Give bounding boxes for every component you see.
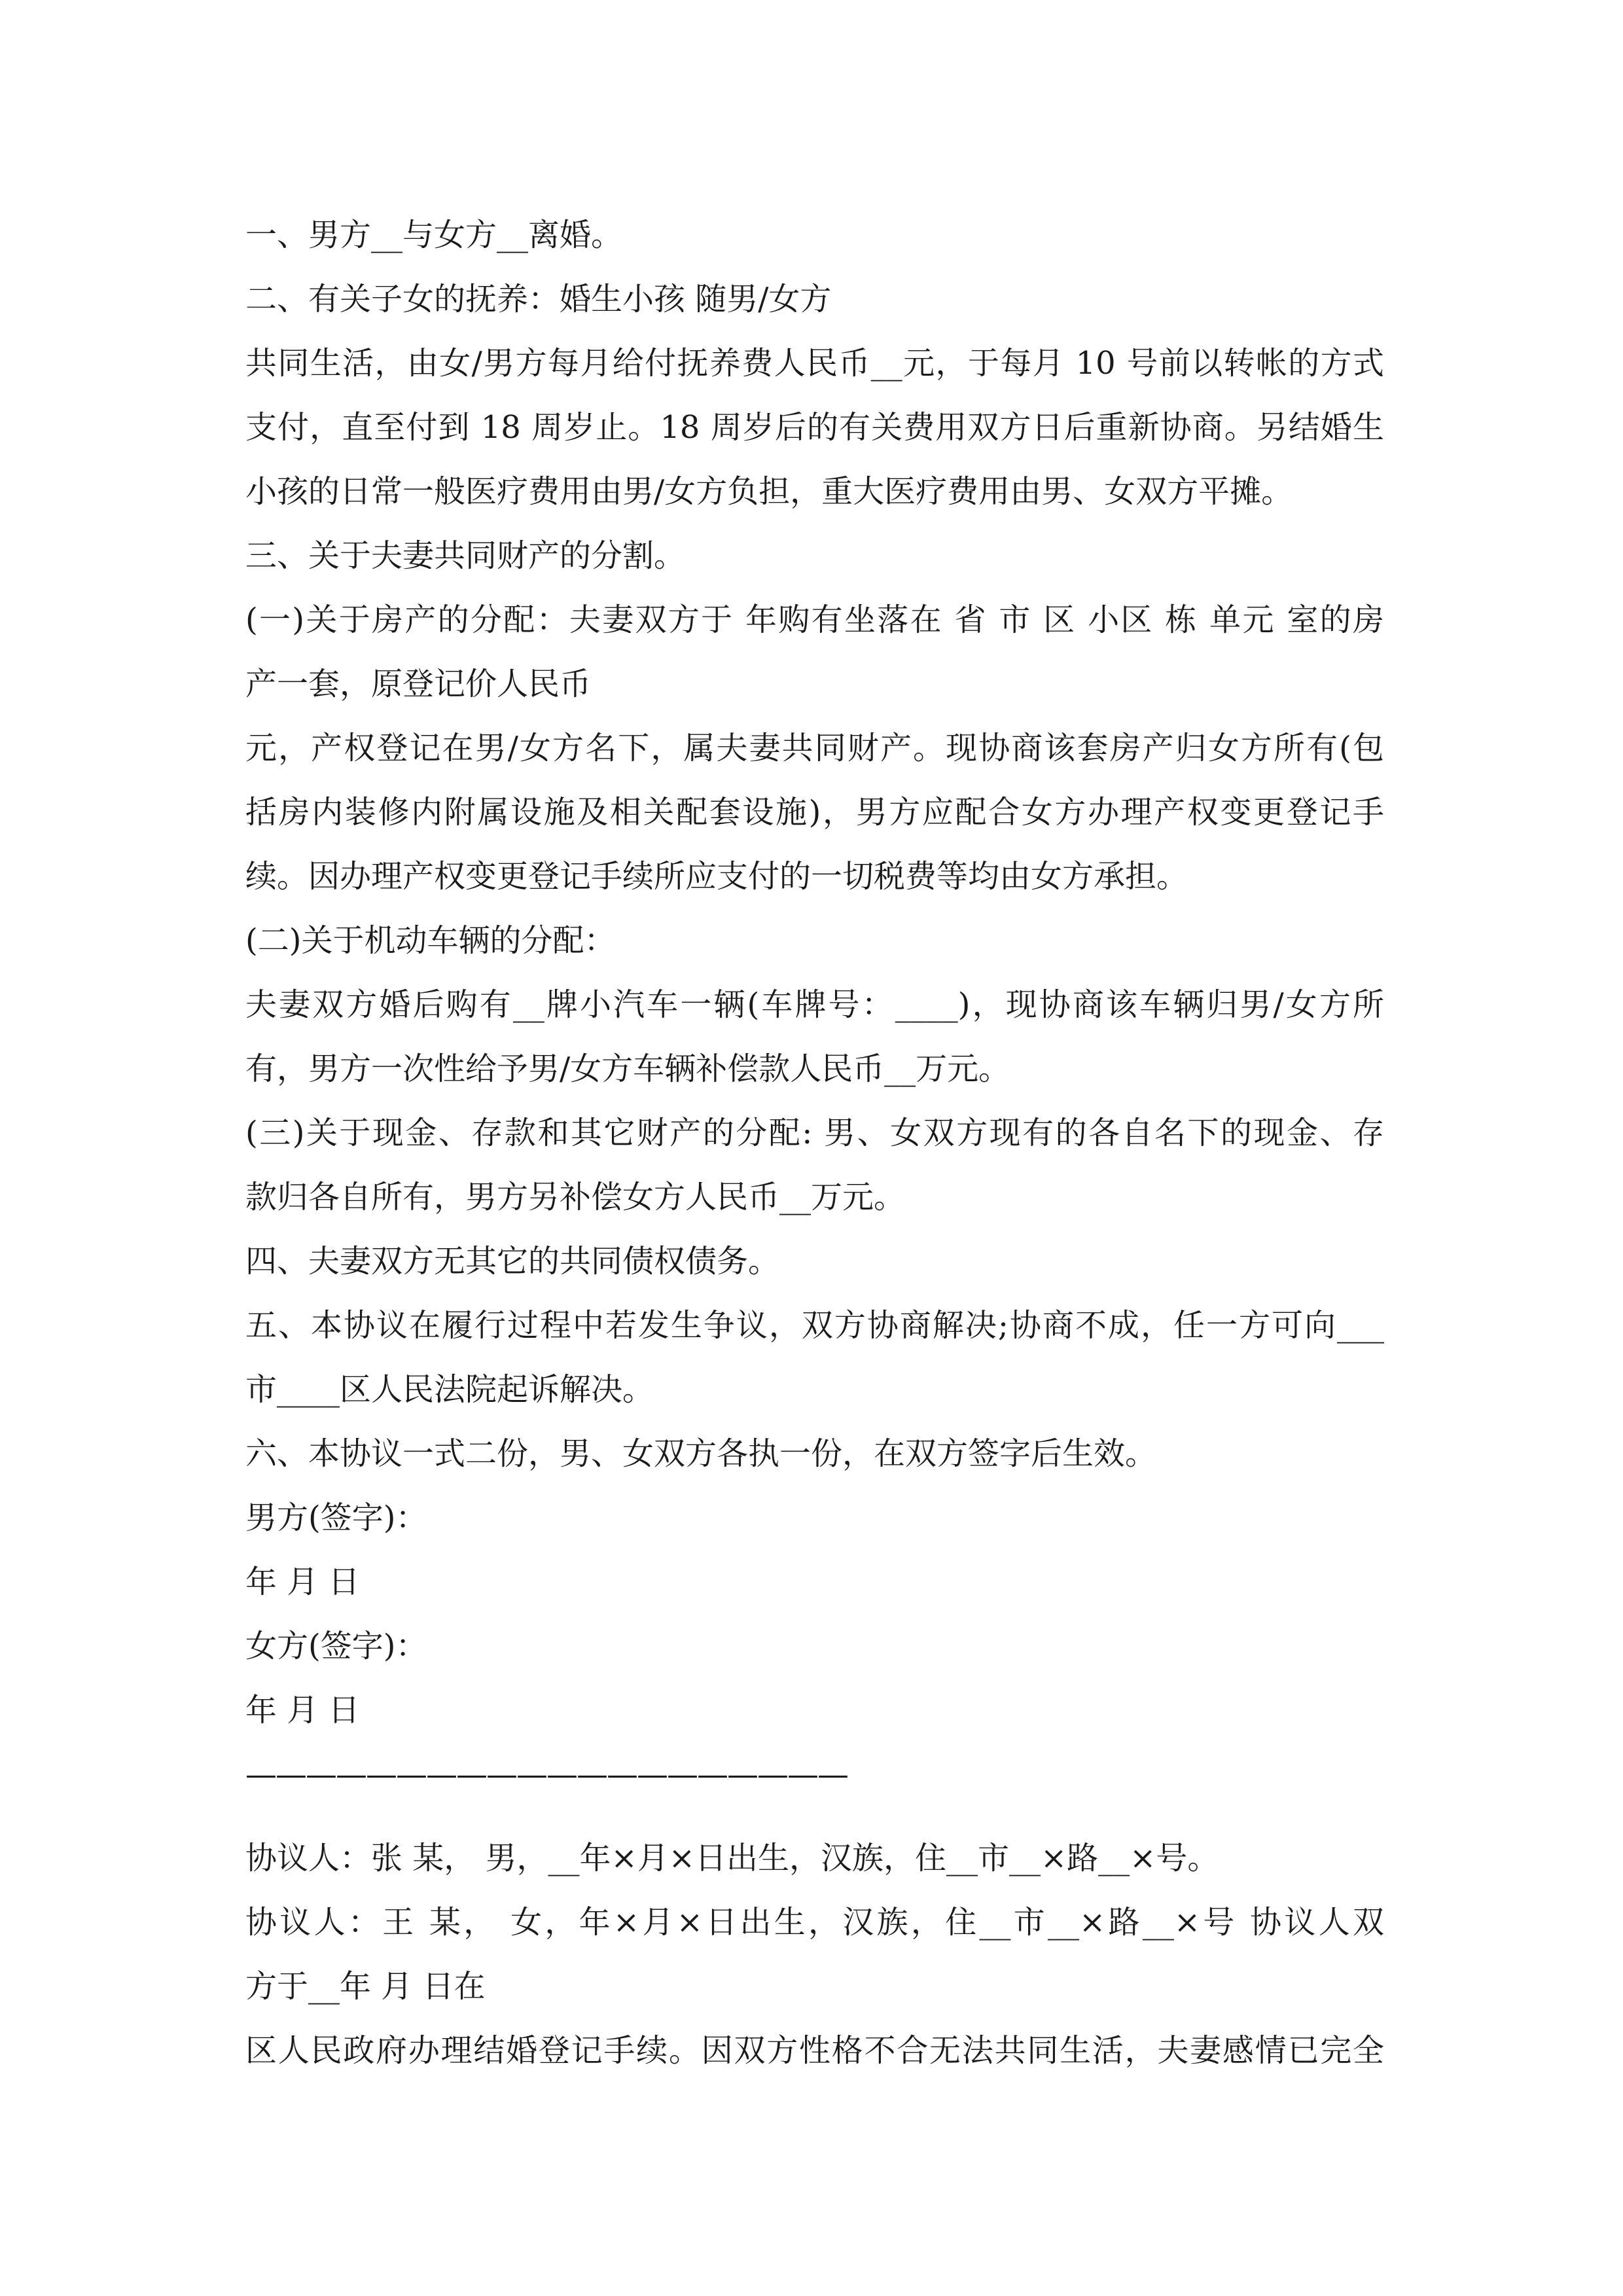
paragraph-line: 方于__年 月 日在 — [245, 1968, 486, 2005]
clause-3-heading: 三、关于夫妻共同财产的分割。 — [245, 537, 686, 574]
paragraph-line: 小孩的日常一般医疗费用由男/女方负担，重大医疗费用由男、女双方平摊。 — [245, 473, 1293, 510]
paragraph-line: 续。因办理产权变更登记手续所应支付的一切税费等均由女方承担。 — [245, 858, 1188, 895]
male-signature-label: 男方(签字)： — [245, 1499, 427, 1536]
paragraph-line: 五、本协议在履行过程中若发生争议，双方协商解决;协商不成，任一方可向___ — [245, 1307, 1384, 1344]
paragraph-line: 夫妻双方婚后购有__牌小汽车一辆(车牌号：____)，现协商该车辆归男/女方所 — [245, 986, 1384, 1023]
paragraph-line: 共同生活，由女/男方每月给付抚养费人民币__元，于每月 10 号前以转帐的方式 — [245, 345, 1384, 382]
paragraph-line: 元，产权登记在男/女方名下，属夫妻共同财产。现协商该套房产归女方所有(包 — [245, 730, 1384, 766]
paragraph-line: 市____区人民法院起诉解决。 — [245, 1371, 654, 1408]
party-line: 协议人：张 某， 男，__年×月×日出生，汉族，住__市__×路__×号。 — [245, 1840, 1219, 1876]
female-signature-label: 女方(签字)： — [245, 1628, 427, 1664]
paragraph-line: 产一套，原登记价人民币 — [245, 666, 592, 702]
clause-4: 四、夫妻双方无其它的共同债权债务。 — [245, 1243, 780, 1280]
paragraph-line: 支付，直至付到 18 周岁止。18 周岁后的有关费用双方日后重新协商。另结婚生 — [245, 409, 1384, 446]
paragraph-line: 款归各自所有，男方另补偿女方人民币__万元。 — [245, 1179, 906, 1215]
spacer — [245, 1806, 1384, 1826]
date-line: 年 月 日 — [245, 1692, 360, 1729]
clause-2-heading: 二、有关子女的抚养：婚生小孩 随男/女方 — [245, 281, 832, 317]
subclause-heading: (二)关于机动车辆的分配： — [245, 922, 616, 959]
paragraph-line: 区人民政府办理结婚登记手续。因双方性格不合无法共同生活，夫妻感情已完全 — [245, 2032, 1384, 2069]
paragraph-line: 括房内装修内附属设施及相关配套设施)，男方应配合女方办理产权变更登记手 — [245, 794, 1384, 831]
clause-6: 六、本协议一式二份，男、女双方各执一份，在双方签字后生效。 — [245, 1435, 1157, 1472]
section-divider: ———————————————————— — [245, 1756, 847, 1793]
document-body — [245, 203, 1384, 2083]
date-line: 年 月 日 — [245, 1564, 360, 1600]
paragraph-line: (一)关于房产的分配：夫妻双方于 年购有坐落在 省 市 区 小区 栋 单元 室的房 — [245, 601, 1384, 638]
paragraph-line: 有，男方一次性给予男/女方车辆补偿款人民币__万元。 — [245, 1050, 1010, 1087]
party-line: 协议人：王 某， 女，年×月×日出生，汉族，住__市__×路__×号 协议人双 — [245, 1904, 1384, 1941]
clause-1: 一、男方__与女方__离婚。 — [245, 217, 623, 253]
paragraph-line: (三)关于现金、存款和其它财产的分配: 男、女双方现有的各自名下的现金、存 — [245, 1115, 1384, 1151]
